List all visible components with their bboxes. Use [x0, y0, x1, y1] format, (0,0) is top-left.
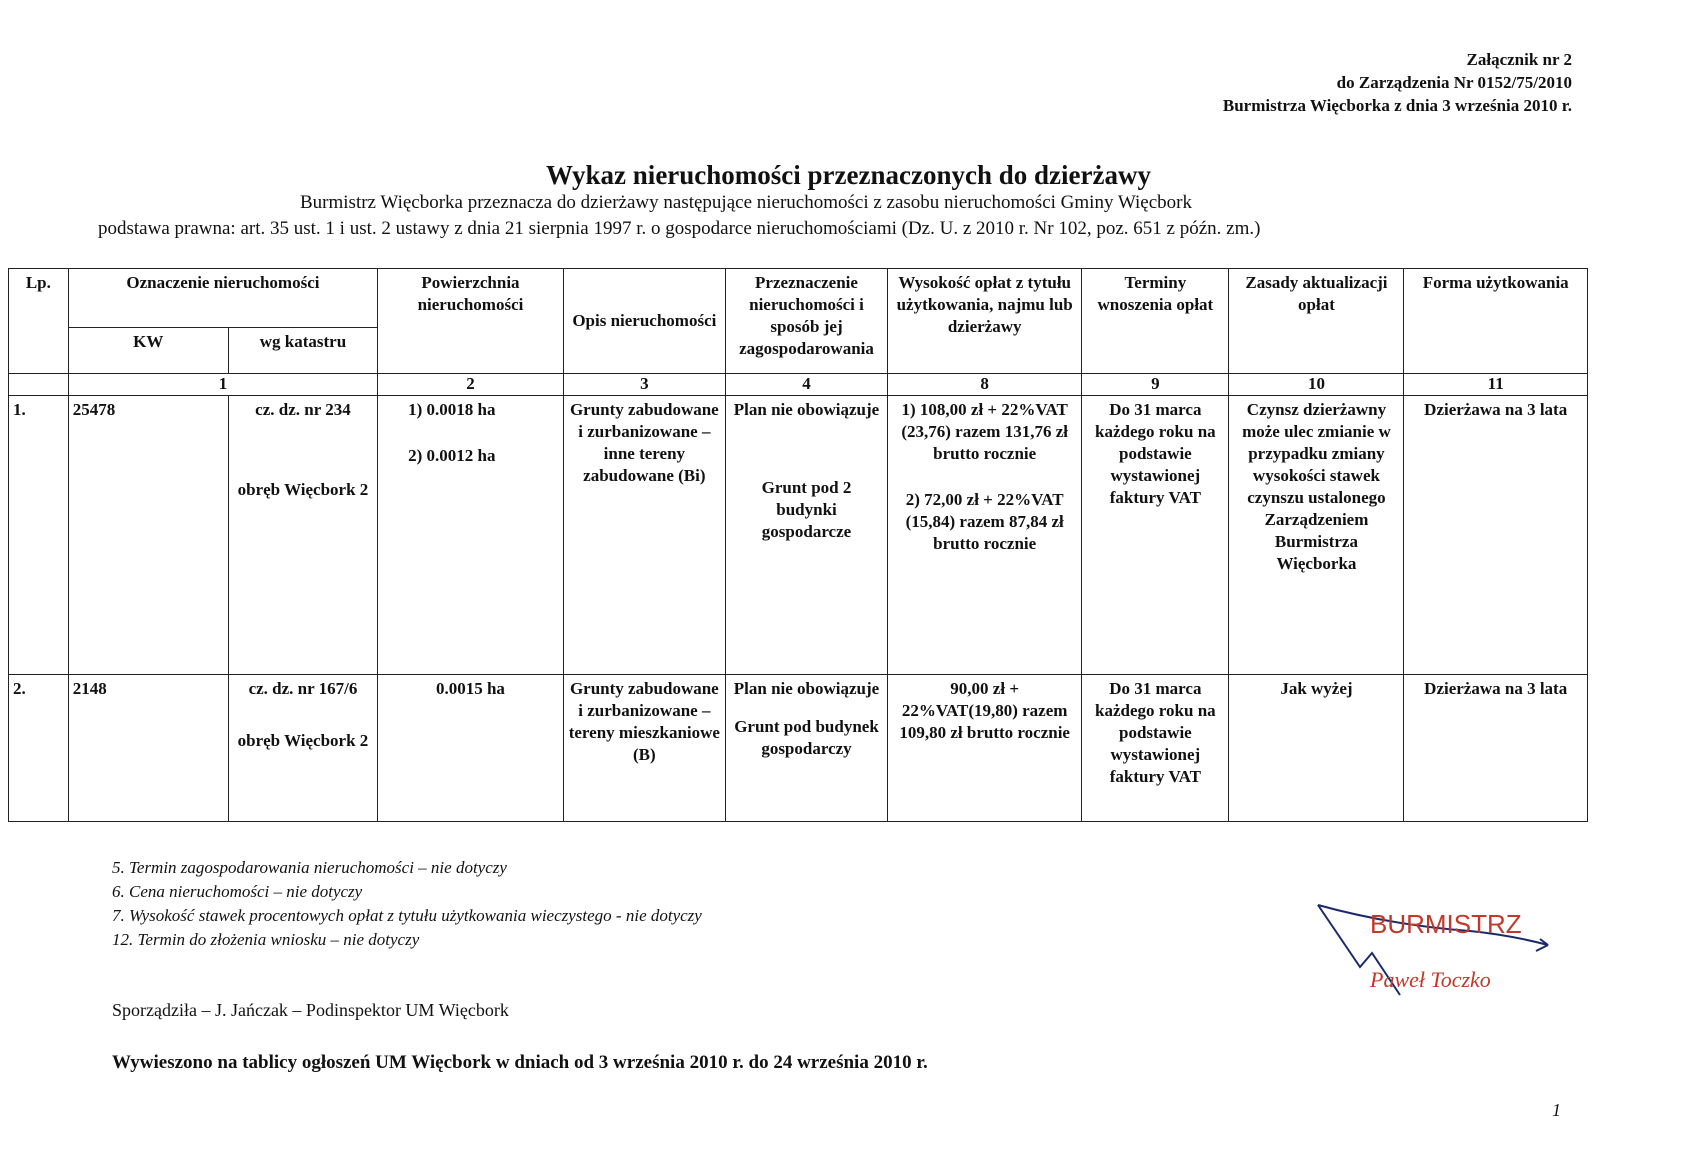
row-form: Dzierżawa na 3 lata: [1404, 674, 1588, 821]
col-number: 1: [68, 374, 377, 396]
annex-line-1: Załącznik nr 2: [1466, 50, 1572, 69]
annex-reference: [1223, 48, 1572, 117]
row-purpose-text: Grunt pod 2 budynki gospodarcze: [761, 478, 852, 542]
notes-list: [112, 856, 702, 952]
note-item: 6. Cena nieruchomości – nie dotyczy: [112, 882, 363, 901]
row-update-rules: Jak wyżej: [1229, 674, 1404, 821]
row-description: Grunty zabudowane i zurbanizowane – tereny mieszkaniowe (B): [563, 674, 725, 821]
header-fee: Wysokość opłat z tytułu użytkowania, najmu lub dzierżawy: [888, 269, 1082, 374]
col-number: 10: [1229, 374, 1404, 396]
mayor-stamp: [1310, 895, 1570, 1005]
col-number: 9: [1082, 374, 1229, 396]
row-fee: 90,00 zł + 22%VAT(19,80) razem 109,80 zł brutto rocznie: [888, 674, 1082, 821]
header-designation: Oznaczenie nieruchomości: [68, 269, 377, 328]
row-terms: Do 31 marca każdego roku na podstawie wystawionej faktury VAT: [1082, 396, 1229, 675]
note-item: 7. Wysokość stawek procentowych opłat z tytułu użytkowania wieczystego - nie dotyczy: [112, 906, 702, 925]
row-update-rules: Czynsz dzierżawny może ulec zmianie w przypadku zmiany wysokości stawek czynszu ustalonego Zarządzeniem Burmistrza Więcborka: [1229, 396, 1404, 675]
page-number: 1: [1552, 1100, 1561, 1120]
row-purpose: [725, 396, 887, 675]
row-fee-1: 1) 108,00 zł + 22%VAT (23,76) razem 131,76 zł brutto rocznie: [901, 400, 1068, 464]
stamp-name: Paweł Toczko: [1370, 967, 1491, 992]
row-fee-2: 2) 72,00 zł + 22%VAT (15,84) razem 87,84 zł brutto rocznie: [905, 490, 1064, 554]
row-plan: Plan nie obowiązuje: [733, 400, 880, 420]
table-row: [9, 674, 1588, 821]
property-table: [8, 268, 1588, 822]
row-fee: [888, 396, 1082, 675]
row-kw: 25478: [68, 396, 228, 675]
header-lp: Lp.: [9, 269, 69, 374]
row-lp: 2.: [9, 674, 69, 821]
header-kw: KW: [68, 327, 228, 373]
header-description: Opis nieruchomości: [563, 269, 725, 374]
note-item: 5. Termin zagospodarowania nieruchomości – nie dotyczy: [112, 858, 507, 877]
row-area: 0.0015 ha: [378, 674, 564, 821]
col-number: 4: [725, 374, 887, 396]
row-form: Dzierżawa na 3 lata: [1404, 396, 1588, 675]
row-parcel: cz. dz. nr 234: [255, 400, 351, 420]
stamp-title: BURMISTRZ: [1370, 909, 1522, 939]
row-lp: 1.: [9, 396, 69, 675]
header-update-rules: Zasady aktualizacji opłat: [1229, 269, 1404, 374]
col-number: 2: [378, 374, 564, 396]
col-number-empty: [9, 374, 69, 396]
row-plan: Plan nie obowiązuje: [733, 678, 880, 698]
row-purpose-text: Grunt pod budynek gospodarczy: [734, 716, 879, 758]
row-parcel: cz. dz. nr 167/6: [248, 678, 358, 698]
row-area-2: 2) 0.0012 ha: [408, 446, 496, 466]
table-row: [9, 396, 1588, 675]
header-form: Forma użytkowania: [1404, 269, 1588, 374]
row-cadastre: [228, 396, 377, 675]
row-cadastre: [228, 674, 377, 821]
header-terms: Terminy wnoszenia opłat: [1082, 269, 1229, 374]
col-number: 11: [1404, 374, 1588, 396]
legal-basis: podstawa prawna: art. 35 ust. 1 i ust. 2 ustawy z dnia 21 sierpnia 1997 r. o gospodarce nieruchomościami (Dz. U. z 2010 r. Nr 102, poz. 651 z późn. zm.): [98, 218, 1261, 239]
prepared-by: Sporządziła – J. Jańczak – Podinspektor UM Więcbork: [112, 1000, 509, 1020]
col-number: 8: [888, 374, 1082, 396]
header-purpose: Przeznaczenie nieruchomości i sposób jej zagospodarowania: [725, 269, 887, 374]
row-precinct: obręb Więcbork 2: [237, 480, 369, 500]
document-title: Wykaz nieruchomości przeznaczonych do dzierżawy: [546, 160, 1151, 190]
col-number: 3: [563, 374, 725, 396]
row-description: Grunty zabudowane i zurbanizowane – inne tereny zabudowane (Bi): [563, 396, 725, 675]
note-item: 12. Termin do złożenia wniosku – nie dotyczy: [112, 930, 420, 949]
annex-line-3: Burmistrza Więcborka z dnia 3 września 2010 r.: [1222, 96, 1572, 115]
annex-line-2: do Zarządzenia Nr 0152/75/2010: [1336, 73, 1572, 92]
row-area: [378, 396, 564, 675]
row-purpose: [725, 674, 887, 821]
posting-info: Wywieszono na tablicy ogłoszeń UM Więcbork w dniach od 3 września 2010 r. do 24 września 2010 r.: [112, 1052, 928, 1073]
row-precinct: obręb Więcbork 2: [237, 730, 369, 750]
header-area: Powierzchnia nieruchomości: [378, 269, 564, 374]
row-kw: 2148: [68, 674, 228, 821]
row-terms: Do 31 marca każdego roku na podstawie wystawionej faktury VAT: [1082, 674, 1229, 821]
row-area-1: 1) 0.0018 ha: [408, 400, 496, 420]
header-cadastre: wg katastru: [228, 327, 377, 373]
document-subtitle: Burmistrz Więcborka przeznacza do dzierżawy następujące nieruchomości z zasobu nieruchomości Gminy Więcbork: [300, 192, 1192, 213]
